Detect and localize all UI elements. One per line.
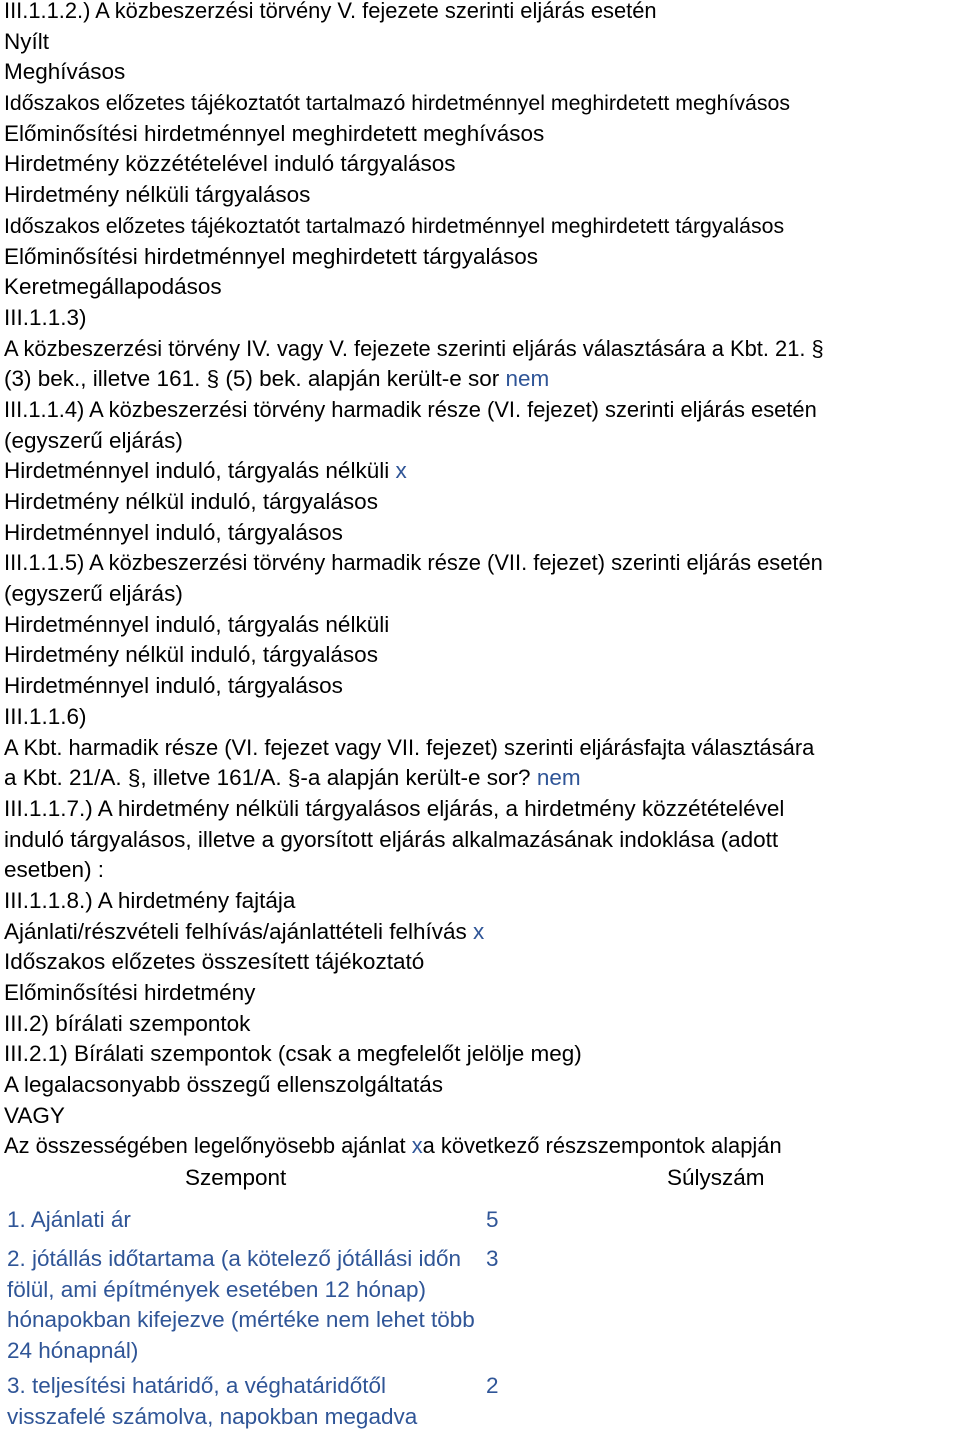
criterion-column-header: Szempont: [185, 1165, 287, 1190]
option-line: Nyílt: [4, 28, 49, 54]
option-line: Előminősítési hirdetménnyel meghirdetett tárgyalásos: [4, 243, 539, 269]
question-line: A közbeszerzési törvény IV. vagy V. fejezete szerinti eljárás választására a Kbt. 21. §: [4, 335, 824, 361]
selected-mark: x: [473, 918, 485, 944]
option-line: A legalacsonyabb összegű ellenszolgáltatás: [4, 1072, 444, 1098]
option-line: Időszakos előzetes tájékoztatót tartalmazó hirdetménnyel meghirdetett meghívásos: [4, 91, 791, 116]
option-line-selected: Ajánlati/részvételi felhívás/ajánlattételi felhívás x: [4, 918, 485, 944]
option-line: Időszakos előzetes tájékoztatót tartalmazó hirdetménnyel meghirdetett tárgyalásos: [4, 213, 785, 238]
procedure-section: [4, 0, 960, 1162]
table-row: [7, 1371, 507, 1441]
text-line: induló tárgyalásos, illetve a gyorsított eljárás alkalmazásának indoklása (adott: [4, 826, 779, 852]
option-line: Hirdetménnyel induló, tárgyalásos: [4, 519, 343, 545]
option-line: Hirdetmény nélkül induló, tárgyalásos: [4, 489, 378, 514]
table-row: [7, 1244, 507, 1371]
section-heading-iii-2: III.2) bírálati szempontok: [4, 1010, 251, 1036]
section-heading-iii-1-1-4: III.1.1.4) A közbeszerzési törvény harmadik része (VI. fejezet) szerinti eljárás esetén: [4, 396, 817, 422]
option-line: Hirdetménnyel induló, tárgyalásos: [4, 673, 343, 699]
section-heading-iii-1-1-2: III.1.1.2.) A közbeszerzési törvény V. fejezete szerinti eljárás esetén: [4, 0, 657, 23]
criteria-table-header: [0, 1162, 960, 1194]
answer-value: nem: [536, 765, 581, 791]
option-line: Meghívásos: [4, 59, 126, 85]
option-line: Hirdetmény közzétételével induló tárgyalásos: [4, 151, 456, 177]
option-line: VAGY: [4, 1102, 65, 1128]
criterion-weight: 3: [486, 1246, 499, 1271]
option-line: (egyszerű eljárás): [4, 581, 183, 607]
option-line-selected: Az összességében legelőnyösebb ajánlat xa következő részszempontok alapján: [4, 1133, 782, 1159]
option-line: Hirdetmény nélküli tárgyalásos: [4, 182, 311, 208]
selected-mark: x: [411, 1133, 423, 1159]
option-line: Időszakos előzetes összesített tájékoztató: [4, 949, 425, 975]
criterion-name: 1. Ajánlati ár: [7, 1207, 131, 1232]
section-heading-iii-1-1-3: III.1.1.3): [4, 304, 87, 330]
option-line: Hirdetménnyel induló, tárgyalás nélküli: [4, 611, 390, 637]
option-line: Előminősítési hirdetménnyel meghirdetett meghívásos: [4, 120, 545, 146]
question-line: A Kbt. harmadik része (VI. fejezet vagy VII. fejezet) szerinti eljárásfajta választására: [4, 734, 815, 760]
option-line-selected: Hirdetménnyel induló, tárgyalás nélküli x: [4, 458, 407, 484]
section-heading-iii-1-1-6: III.1.1.6): [4, 703, 87, 729]
question-line-answer: a Kbt. 21/A. §, illetve 161/A. §-a alapján került-e sor? nem: [4, 765, 581, 791]
table-row: [7, 1205, 507, 1244]
criterion-weight: 5: [486, 1207, 499, 1232]
option-line: Előminősítési hirdetmény: [4, 980, 256, 1005]
criteria-table: [7, 1205, 507, 1441]
weight-column-header: Súlyszám: [667, 1165, 765, 1190]
option-line: Hirdetmény nélkül induló, tárgyalásos: [4, 642, 378, 668]
option-line: Keretmegállapodásos: [4, 274, 222, 300]
section-heading-iii-1-1-8: III.1.1.8.) A hirdetmény fajtája: [4, 887, 296, 913]
text-line: esetben) :: [4, 857, 105, 883]
question-line-answer: (3) bek., illetve 161. § (5) bek. alapján került-e sor nem: [4, 366, 550, 392]
criterion-name: 3. teljesítési határidő, a véghatáridőtől visszafelé számolva, napokban megadva: [7, 1373, 418, 1429]
section-heading-iii-1-1-7: III.1.1.7.) A hirdetmény nélküli tárgyalásos eljárás, a hirdetmény közzétételével: [4, 795, 785, 821]
section-heading-iii-2-1: III.2.1) Bírálati szempontok (csak a megfelelőt jelölje meg): [4, 1041, 582, 1067]
answer-value: nem: [505, 366, 550, 392]
criterion-name: 2. jótállás időtartama (a kötelező jótállási időn fölül, ami építmények esetében 12 hónap) hónapokban kifejezve (mértéke nem lehet több 24 hónapnál): [7, 1246, 475, 1363]
selected-mark: x: [395, 458, 407, 484]
criterion-weight: 2: [486, 1373, 499, 1398]
section-heading-iii-1-1-5: III.1.1.5) A közbeszerzési törvény harmadik része (VII. fejezet) szerinti eljárás esetén: [4, 550, 823, 576]
option-line: (egyszerű eljárás): [4, 427, 183, 453]
